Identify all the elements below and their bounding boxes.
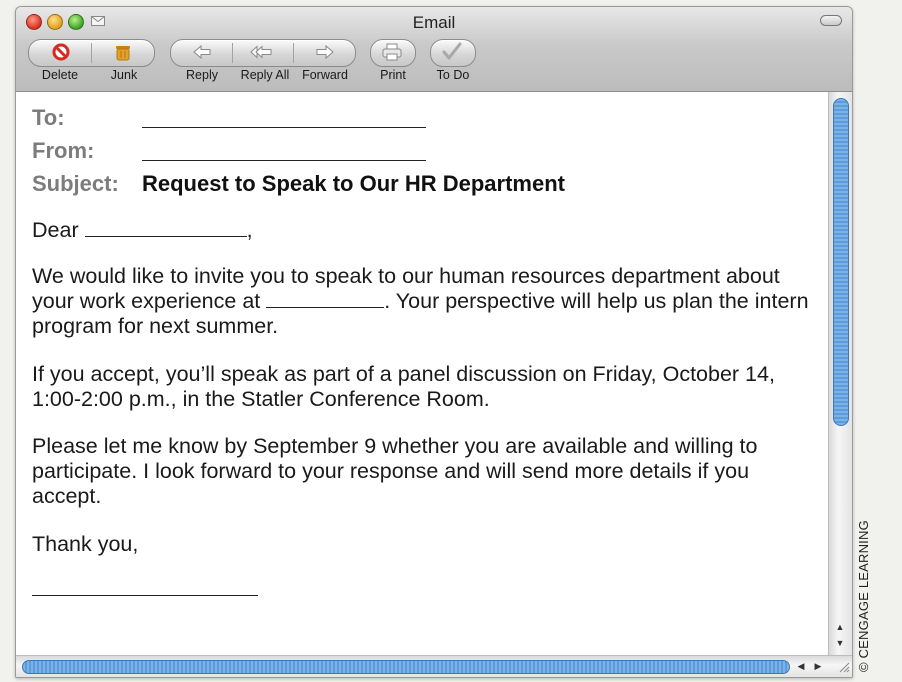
message-content xyxy=(16,92,828,655)
salutation xyxy=(32,218,818,243)
vertical-scroll-thumb[interactable] xyxy=(833,98,849,426)
print-label: Print xyxy=(380,68,406,82)
signature-line xyxy=(32,595,258,596)
printer-icon xyxy=(380,42,404,62)
horizontal-scrollbar[interactable] xyxy=(16,655,852,678)
junk-label: Junk xyxy=(110,68,138,82)
company-blank xyxy=(266,289,384,308)
paragraph-invitation xyxy=(32,264,818,339)
salutation-suffix: , xyxy=(246,218,253,242)
closing: Thank you, xyxy=(32,532,139,556)
reply-all-arrow-icon xyxy=(250,42,274,62)
trash-bin-icon xyxy=(111,42,135,62)
subject-value: Request to Speak to Our HR Department xyxy=(142,171,565,196)
scroll-right-arrow-icon[interactable]: ▶ xyxy=(814,661,822,671)
copyright-credit: © CENGAGE LEARNING xyxy=(856,520,871,672)
paragraph-invitation-part2: . Your perspective will help us plan the intern program for next summer. xyxy=(32,289,809,338)
salutation-prefix: Dear xyxy=(32,218,85,242)
recipient-name-blank xyxy=(85,218,247,237)
window-title: Email xyxy=(412,13,456,32)
subject-label: Subject: xyxy=(32,171,119,196)
horizontal-scroll-thumb[interactable] xyxy=(22,660,790,674)
checkmark-icon xyxy=(440,42,464,62)
reply-label: Reply xyxy=(186,68,218,82)
todo-label: To Do xyxy=(436,68,470,82)
paragraph-details: If you accept, you’ll speak as part of a panel discussion on Friday, October 14, 1:00-2:00 p.m., in the Statler Conference Room. xyxy=(32,362,775,411)
toolbar-toggle-button[interactable] xyxy=(820,15,842,26)
resize-grip-icon[interactable] xyxy=(838,661,850,673)
delete-label: Delete xyxy=(41,68,79,82)
no-entry-icon xyxy=(49,42,73,62)
scroll-down-arrow-icon[interactable]: ▼ xyxy=(835,638,845,648)
forward-arrow-icon xyxy=(313,42,337,62)
reply-all-label: Reply All xyxy=(240,68,290,82)
scroll-left-arrow-icon[interactable]: ◀ xyxy=(797,661,805,671)
paragraph-invitation-part1: We would like to invite you to speak to our human resources department about your work experience at xyxy=(32,264,780,313)
reply-arrow-icon xyxy=(190,42,214,62)
title-bar xyxy=(16,7,852,92)
scroll-up-arrow-icon[interactable]: ▲ xyxy=(835,622,845,632)
email-window xyxy=(15,6,853,678)
forward-label: Forward xyxy=(302,68,348,82)
from-label: From: xyxy=(32,138,95,163)
to-label: To: xyxy=(32,105,65,130)
paragraph-request: Please let me know by September 9 whether you are available and willing to participate. I look forward to your response and will send more details if you accept. xyxy=(32,434,758,508)
to-field[interactable] xyxy=(142,127,426,128)
vertical-scrollbar[interactable] xyxy=(828,92,852,655)
from-field[interactable] xyxy=(142,160,426,161)
